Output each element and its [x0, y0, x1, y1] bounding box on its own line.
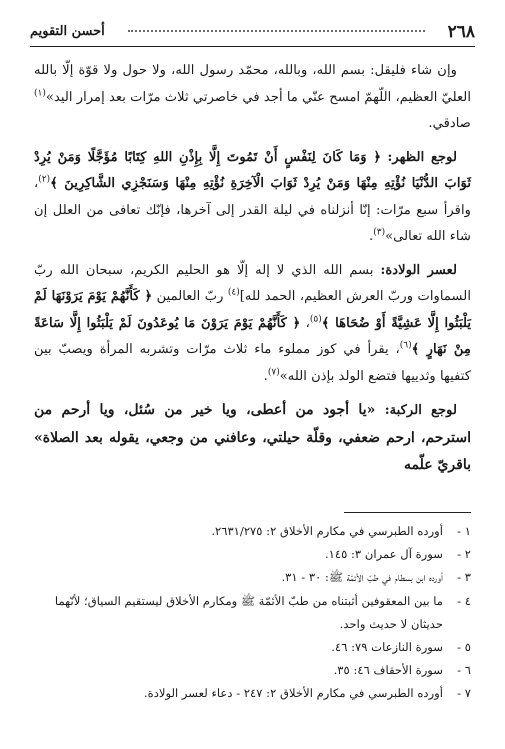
- footnote-ref: (٢): [38, 174, 51, 185]
- paragraph-text: ، يقرأ في كوز مملوء ماء ثلاث مرّات وتشربه المرأة ويصبّ بين كتفيها وثدييها فتضع الولد بإذن الله»: [34, 342, 471, 384]
- page-number: ٢٦٨: [447, 22, 475, 42]
- page-header: [30, 20, 475, 47]
- footnote-number: ٤ -: [457, 593, 471, 608]
- footnote-number: ٦ -: [457, 663, 471, 678]
- paragraph-text: وإن شاء فليقل: بسم الله، وبالله، محمّد رسول الله، ولا حول ولا قوّة إلّا بالله العليّ العظيم، اللّهمّ امسح عنّي ما أجد في خاصرتي ثلاث مرّات بعد إمرار اليد»: [34, 63, 471, 105]
- paragraph-text: ربّ العالمين: [152, 289, 228, 304]
- paragraph-continuation: [34, 58, 471, 138]
- supplication-text: «يا أجود من أعطى، ويا خير من سُئل، ويا أرحم من استرحم، ارحم ضعفي، وقلّة حيلتي، وعافني من وجعي، يقوله بعد الصلاة» باقريّ علّمه: [34, 402, 471, 473]
- footnote-text: سورة الأحقاف ٤٦: ٣٥.: [333, 663, 443, 678]
- punctuation: .: [369, 229, 374, 244]
- section-heading: لعسر الولادة:: [380, 262, 457, 278]
- running-title: أحسن التقويم: [30, 24, 105, 39]
- footnote: [34, 590, 471, 636]
- paragraph-text: ، واقرأ سبع مرّات: إنّا أنزلناه في ليلة القدر إلى آخرها، فإنّك تعافى من العلل إن شاء الله تعالى»: [34, 176, 471, 244]
- paragraph-back-pain: [34, 145, 471, 251]
- footnote-number: ١ -: [457, 524, 471, 538]
- footnote-number: ٥ -: [457, 640, 471, 655]
- paragraph-difficult-birth: [34, 258, 471, 391]
- footnote: [34, 659, 471, 682]
- footnote: [34, 566, 471, 589]
- footnote-text: أورده الطبرسي في مكارم الأخلاق ٢: ٢٦٣١/٢٧٥.: [211, 524, 443, 538]
- paragraph-tail: صادقي.: [428, 116, 471, 131]
- punctuation: ،: [300, 315, 310, 331]
- footnote-number: ٧ -: [457, 686, 471, 701]
- punctuation: .: [263, 368, 268, 384]
- footnote: [34, 636, 471, 659]
- footnote: [34, 543, 471, 566]
- footnote-text: سورة النازعات ٧٩: ٤٦.: [331, 640, 443, 655]
- paragraph-text: بسم الله الذي لا إله إلّا هو الحليم الكريم، سبحان الله ربّ السماوات وربّ العرش العظيم، الحمد لله]: [34, 262, 471, 304]
- footnote-ref: (٥): [309, 314, 322, 325]
- footnote: [34, 682, 471, 705]
- quran-verse: ﴿ كَأَنَّهُمْ يَوْمَ يَرَوْنَهَا لَمْ يَلْبَثُوا إِلَّا عَشِيَّةً أَوْ ضُحَاهَا ﴾: [34, 289, 471, 331]
- main-text: [34, 58, 471, 487]
- paragraph-knee-pain: [34, 397, 471, 480]
- section-heading: لوجع الركبة:: [384, 403, 457, 418]
- footnote-number: ٢ -: [457, 547, 471, 562]
- footnote-number: ٣ -: [457, 570, 471, 585]
- header-dotted-leader: [128, 30, 425, 32]
- footnote-ref: (٣): [373, 227, 386, 238]
- footnote-text: أورده ابن بسطام في طبّ الأئمّة ﷺ: ٣٠ - ٣١.: [281, 570, 443, 585]
- footnote-ref: (٤): [227, 287, 240, 298]
- footnotes-list: [34, 520, 471, 706]
- footnote-ref: (١): [34, 88, 46, 99]
- footnote-ref: (٦): [399, 340, 412, 351]
- footnote-text: ما بين المعقوفين أثبتناه من طبّ الأئمّة ﷺ ومكارم الأخلاق ليستقيم السياق؛ لأنّهما حديثان لا حديث واحد.: [54, 593, 443, 631]
- footnote-text: أورده الطبرسي في مكارم الأخلاق ٢: ٢٤٧ - دعاء لعسر الولادة.: [143, 686, 443, 701]
- section-heading: لوجع الظهر:: [387, 149, 457, 165]
- footnote-text: سورة آل عمران ٣: ١٤٥.: [324, 547, 443, 562]
- footnote: [34, 520, 471, 543]
- footnote-separator: [344, 512, 471, 513]
- quran-verse: ﴿ وَمَا كَانَ لِنَفْسٍ أَنْ تَمُوتَ إِلَّا بِإِذْنِ اللهِ كِتَابًا مُؤَجَّلًا وَمَنْ يُرِدْ ثَوَابَ الدُّنْيَا نُؤْتِهِ مِنْهَا وَمَنْ يُرِدْ ثَوَابَ الْآخِرَةِ نُؤْتِهِ مِنْهَا وَسَنَجْزِي الشَّاكِرِينَ ﴾: [34, 149, 471, 191]
- footnote-ref: (٧): [267, 367, 280, 378]
- quran-verse: ﴿ كَأَنَّهُمْ يَوْمَ يَرَوْنَ مَا يُوعَدُونَ لَمْ يَلْبَثُوا إِلَّا سَاعَةً مِنْ نَهَارٍ ﴾: [34, 315, 471, 357]
